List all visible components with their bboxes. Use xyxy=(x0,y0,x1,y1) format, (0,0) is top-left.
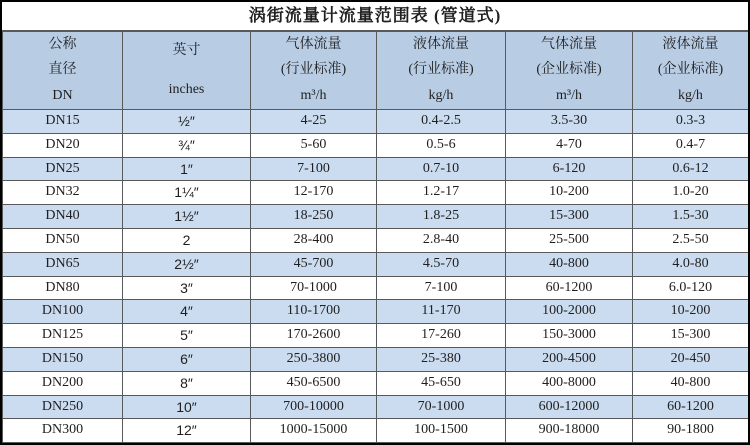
header-line: (企业标准) xyxy=(536,62,602,78)
table-row xyxy=(3,300,749,324)
header-line: 气体流量 xyxy=(541,36,597,52)
col-header-liquid-enterprise-standard xyxy=(633,32,749,110)
table-cell: 0.3-3 xyxy=(633,110,749,134)
table-cell: 70-1000 xyxy=(377,395,506,419)
table-cell: 4-25 xyxy=(251,110,377,134)
table-cell: 18-250 xyxy=(251,205,377,229)
header-line: 英寸 xyxy=(172,43,201,59)
header-line: 直径 xyxy=(48,62,77,78)
table-cell: 17-260 xyxy=(377,324,506,348)
table-cell: 150-3000 xyxy=(506,324,633,348)
table-cell: 2.5-50 xyxy=(633,228,749,252)
table-cell: 1.5-30 xyxy=(633,205,749,229)
header-line: kg/h xyxy=(428,88,454,104)
table-cell: DN125 xyxy=(3,324,123,348)
table-cell: 15-300 xyxy=(506,205,633,229)
table-cell: 2.8-40 xyxy=(377,228,506,252)
col-header-liquid-enterprise-lines xyxy=(633,32,748,109)
table-cell: 25-500 xyxy=(506,228,633,252)
table-cell: 4-70 xyxy=(506,133,633,157)
header-line: (行业标准) xyxy=(408,62,474,78)
table-cell: 1.2-17 xyxy=(377,181,506,205)
table-cell: 4.0-80 xyxy=(633,252,749,276)
header-line: 液体流量 xyxy=(413,36,469,52)
table-row xyxy=(3,419,749,443)
table-cell: 3″ xyxy=(123,276,251,300)
table-title: 涡街流量计流量范围表 (管道式) xyxy=(2,2,748,31)
table-cell: 6″ xyxy=(123,347,251,371)
table-cell: DN40 xyxy=(3,205,123,229)
table-cell: 40-800 xyxy=(506,252,633,276)
table-header xyxy=(3,32,749,110)
table-cell: 100-1500 xyxy=(377,419,506,443)
table-cell: 600-12000 xyxy=(506,395,633,419)
table-cell: DN20 xyxy=(3,133,123,157)
table-cell: ¾″ xyxy=(123,133,251,157)
table-cell: 60-1200 xyxy=(633,395,749,419)
table-cell: 60-1200 xyxy=(506,276,633,300)
header-line: (企业标准) xyxy=(657,62,724,78)
header-line: m³/h xyxy=(300,88,327,104)
table-cell: DN150 xyxy=(3,347,123,371)
table-cell: 8″ xyxy=(123,371,251,395)
table-cell: 11-170 xyxy=(377,300,506,324)
header-line: 气体流量 xyxy=(285,36,342,52)
table-cell: 0.5-6 xyxy=(377,133,506,157)
header-row xyxy=(3,32,749,110)
table-row xyxy=(3,395,749,419)
table-cell: 90-1800 xyxy=(633,419,749,443)
table-row xyxy=(3,205,749,229)
table-cell: 25-380 xyxy=(377,347,506,371)
table-row xyxy=(3,157,749,181)
table-cell: 10-200 xyxy=(506,181,633,205)
header-line: DN xyxy=(52,88,73,104)
table-row xyxy=(3,347,749,371)
table-cell: 7-100 xyxy=(251,157,377,181)
table-row xyxy=(3,181,749,205)
table-cell: 700-10000 xyxy=(251,395,377,419)
col-header-gas-enterprise-lines xyxy=(506,32,632,109)
header-line: (行业标准) xyxy=(280,62,347,78)
table-cell: 0.4-2.5 xyxy=(377,110,506,134)
table-cell: 5″ xyxy=(123,324,251,348)
table-body xyxy=(3,110,749,443)
table-cell: 900-18000 xyxy=(506,419,633,443)
table-cell: 1″ xyxy=(123,157,251,181)
table-cell: 28-400 xyxy=(251,228,377,252)
col-header-inches-lines xyxy=(123,32,250,109)
table-cell: 1½″ xyxy=(123,205,251,229)
table-cell: DN65 xyxy=(3,252,123,276)
table-cell: 1.8-25 xyxy=(377,205,506,229)
table-cell: 4.5-70 xyxy=(377,252,506,276)
table-cell: DN300 xyxy=(3,419,123,443)
col-header-liquid-industry-standard xyxy=(377,32,506,110)
table-cell: DN250 xyxy=(3,395,123,419)
table-cell: DN15 xyxy=(3,110,123,134)
table-cell: 12-170 xyxy=(251,181,377,205)
table-cell: 7-100 xyxy=(377,276,506,300)
table-cell: DN200 xyxy=(3,371,123,395)
table-cell: DN100 xyxy=(3,300,123,324)
table-cell: 170-2600 xyxy=(251,324,377,348)
table-row xyxy=(3,371,749,395)
table-cell: 15-300 xyxy=(633,324,749,348)
table-row xyxy=(3,276,749,300)
col-header-gas-industry-lines xyxy=(251,32,376,109)
table-cell: 12″ xyxy=(123,419,251,443)
col-header-gas-industry-standard xyxy=(251,32,377,110)
table-cell: 6-120 xyxy=(506,157,633,181)
table-cell: 4″ xyxy=(123,300,251,324)
col-header-inches xyxy=(123,32,251,110)
col-header-liquid-industry-lines xyxy=(377,32,505,109)
table-cell: 10″ xyxy=(123,395,251,419)
table-cell: 250-3800 xyxy=(251,347,377,371)
table-cell: 70-1000 xyxy=(251,276,377,300)
table-row xyxy=(3,110,749,134)
table-cell: 110-1700 xyxy=(251,300,377,324)
header-line: 液体流量 xyxy=(662,36,719,52)
table-row xyxy=(3,228,749,252)
table-cell: 1000-15000 xyxy=(251,419,377,443)
table-cell: 100-2000 xyxy=(506,300,633,324)
col-header-dn xyxy=(3,32,123,110)
header-line: m³/h xyxy=(556,88,582,104)
table-cell: 5-60 xyxy=(251,133,377,157)
col-header-dn-lines xyxy=(3,32,122,109)
table-cell: 45-700 xyxy=(251,252,377,276)
table-cell: 2½″ xyxy=(123,252,251,276)
table-row xyxy=(3,252,749,276)
table-cell: 40-800 xyxy=(633,371,749,395)
table-cell: 400-8000 xyxy=(506,371,633,395)
header-line: 公称 xyxy=(48,36,77,52)
table-cell: 6.0-120 xyxy=(633,276,749,300)
table-cell: DN32 xyxy=(3,181,123,205)
table-cell: 20-450 xyxy=(633,347,749,371)
table-cell: 0.7-10 xyxy=(377,157,506,181)
table-cell: 0.4-7 xyxy=(633,133,749,157)
header-line: kg/h xyxy=(678,88,703,104)
table-row xyxy=(3,133,749,157)
table-cell: 2 xyxy=(123,228,251,252)
table-cell: 450-6500 xyxy=(251,371,377,395)
table-cell: DN80 xyxy=(3,276,123,300)
table-cell: 200-4500 xyxy=(506,347,633,371)
table-row xyxy=(3,324,749,348)
table-cell: ½″ xyxy=(123,110,251,134)
table-cell: 1¼″ xyxy=(123,181,251,205)
table-cell: 10-200 xyxy=(633,300,749,324)
col-header-gas-enterprise-standard xyxy=(506,32,633,110)
table-cell: 0.6-12 xyxy=(633,157,749,181)
table-cell: DN25 xyxy=(3,157,123,181)
table-cell: DN50 xyxy=(3,228,123,252)
table-cell: 1.0-20 xyxy=(633,181,749,205)
table-cell: 3.5-30 xyxy=(506,110,633,134)
flow-range-table xyxy=(2,31,749,443)
header-line: inches xyxy=(168,81,205,97)
table-cell: 45-650 xyxy=(377,371,506,395)
